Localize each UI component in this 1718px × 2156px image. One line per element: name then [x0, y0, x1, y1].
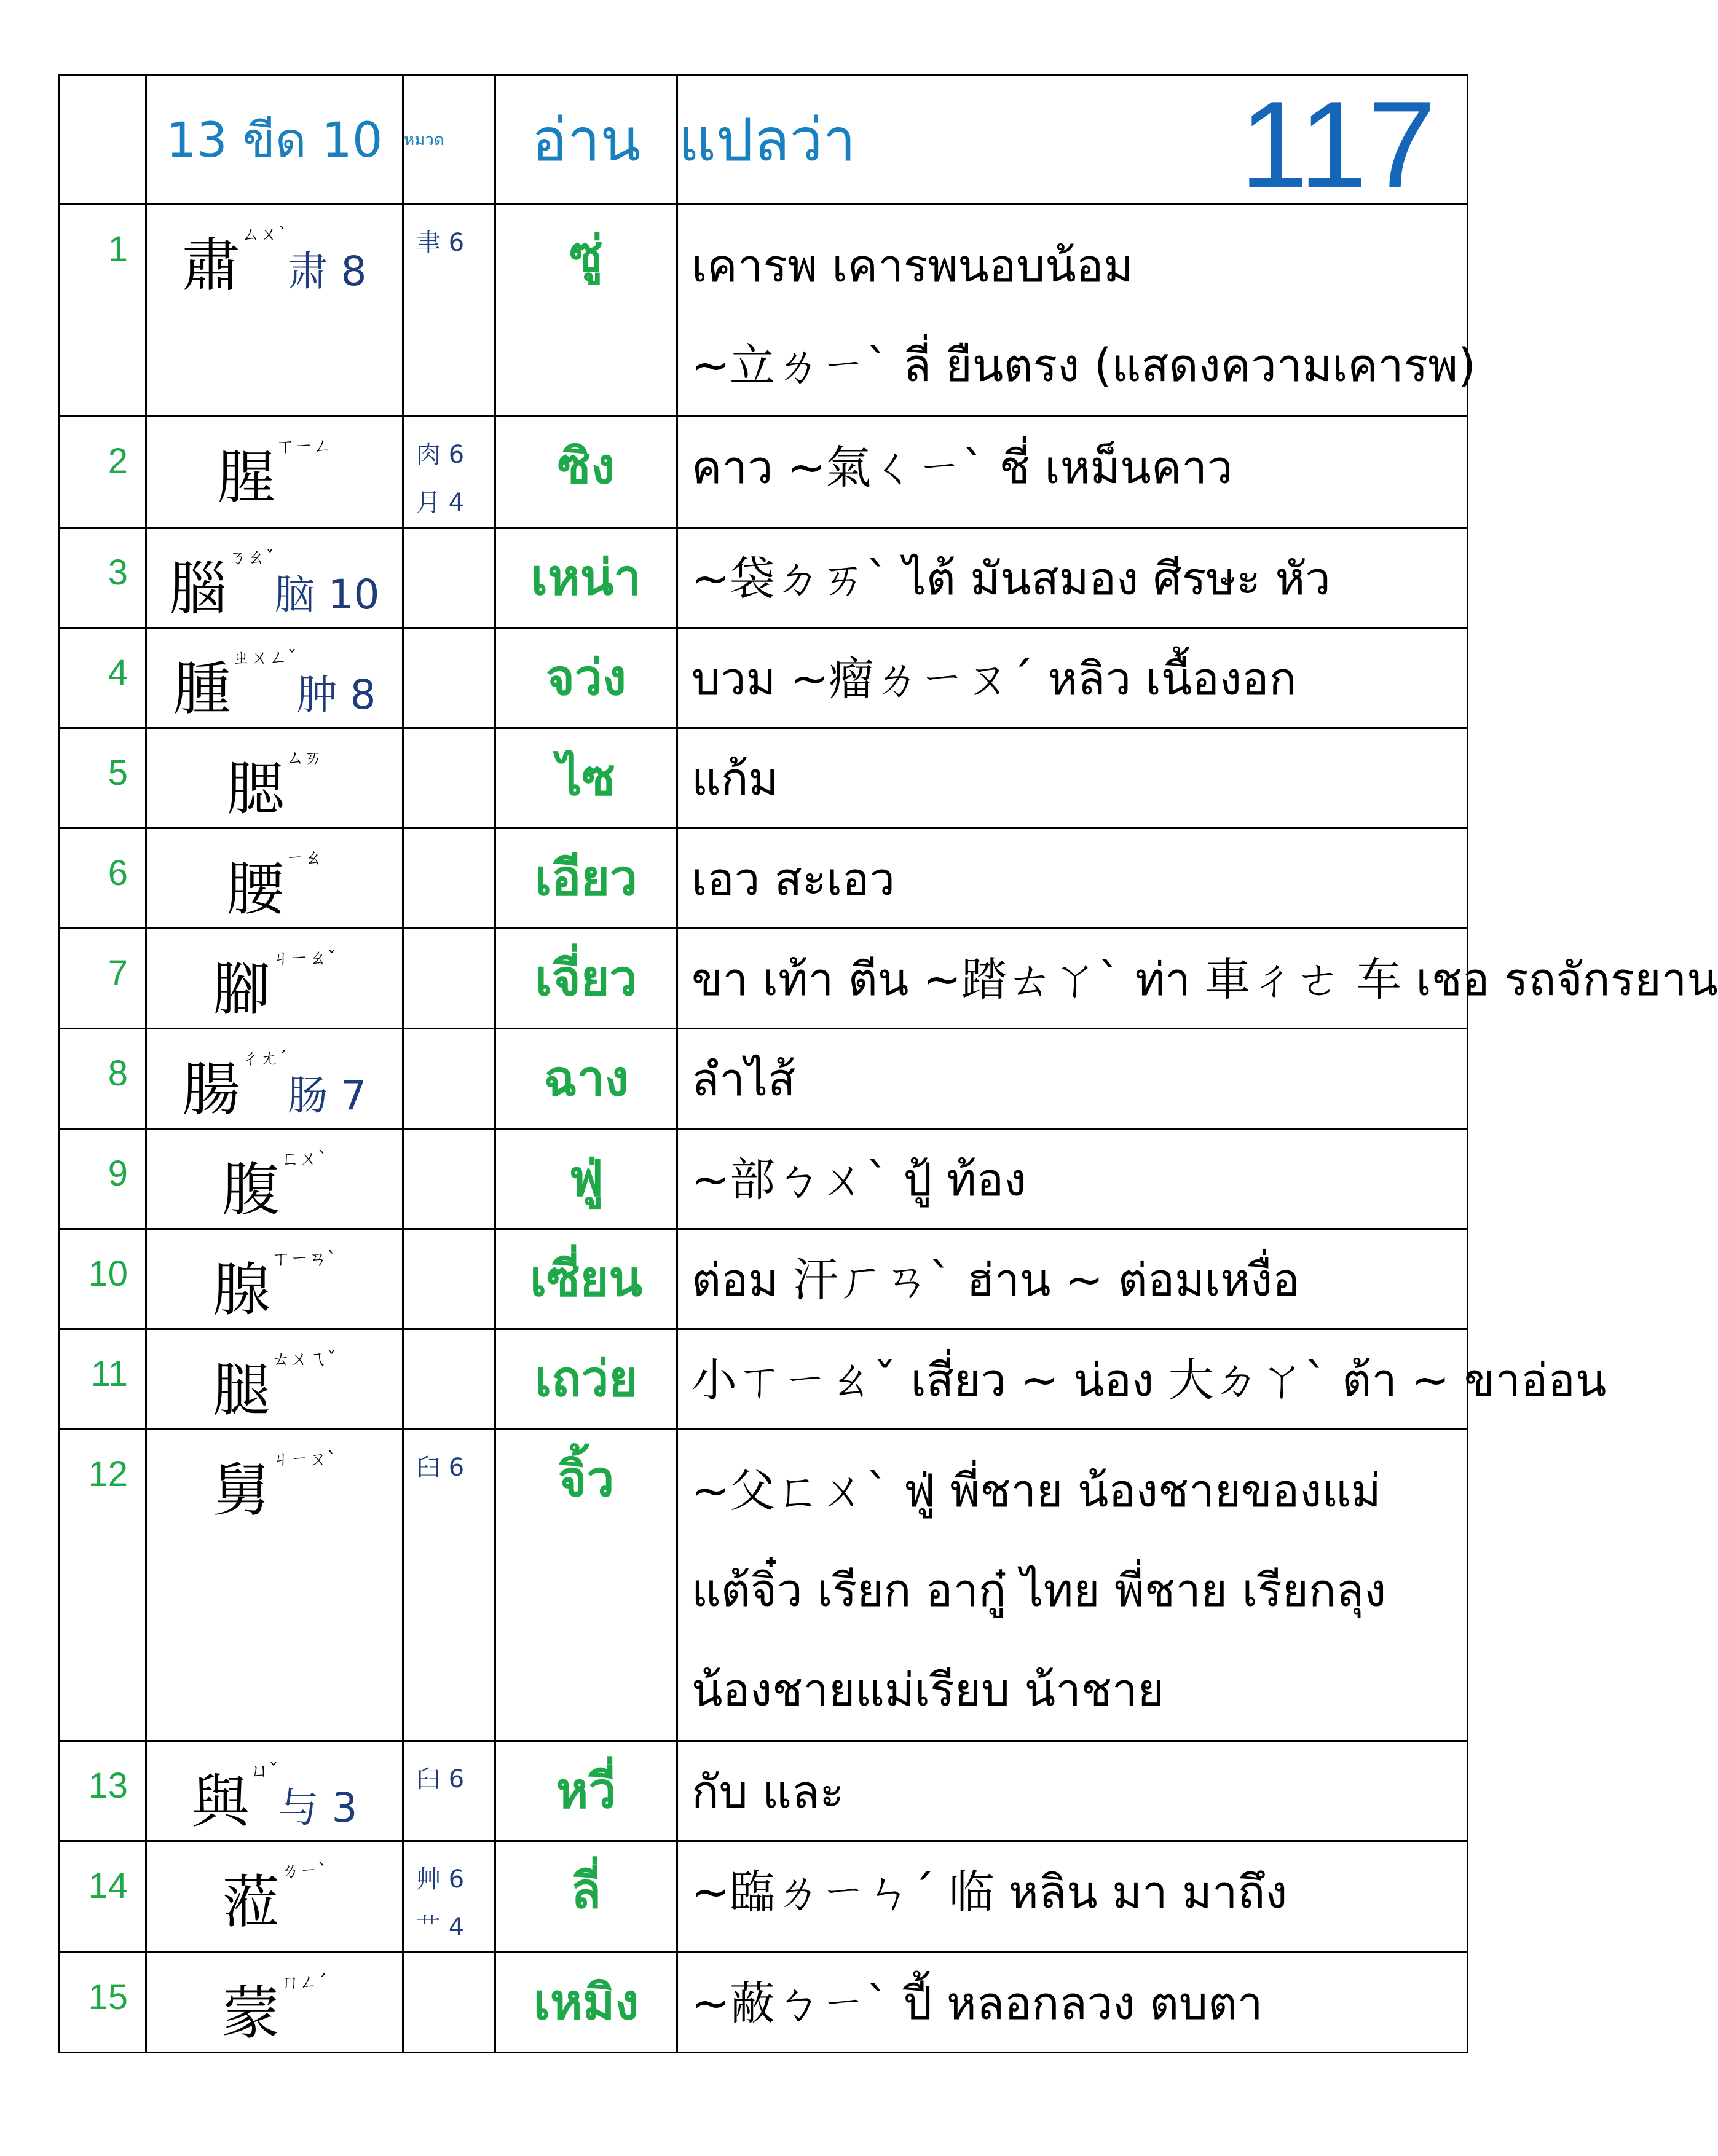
meaning-line: ~臨ㄌㄧㄣˊ 临 หลิน มา มาถึง: [692, 1866, 1288, 1919]
zhuyin-annotation: ㄐㄧㄡˋ: [272, 1449, 336, 1470]
row-number: 7: [60, 929, 146, 1029]
meaning-cell: [677, 1741, 1468, 1841]
traditional-character: 腮: [226, 756, 285, 823]
meaning-line: ~袋ㄉㄞˋ ไต้ มันสมอง ศีรษะ หัว: [692, 553, 1331, 605]
row-number: 8: [60, 1029, 146, 1129]
reading-cell: เหมิง: [495, 1953, 677, 2053]
row-number: 9: [60, 1129, 146, 1229]
zhuyin-annotation: ㄐㄧㄠˇ: [272, 948, 336, 969]
reading-cell: หวี่: [495, 1741, 677, 1841]
meaning-cell: [677, 1129, 1468, 1229]
vocabulary-table: [58, 74, 1718, 2053]
meaning-cell: [677, 528, 1468, 628]
meaning-line: แก้ม: [692, 753, 779, 806]
reading-cell: เถว่ย: [495, 1329, 677, 1430]
traditional-character: 蒞: [221, 1869, 280, 1936]
row-number: 13: [60, 1741, 146, 1841]
table-row: [60, 417, 1468, 528]
row-number: 12: [60, 1430, 146, 1741]
table-row: [60, 628, 1468, 728]
simplified-character: 肿 8: [296, 671, 376, 718]
reading-header: อ่าน: [495, 76, 677, 205]
table-row: [60, 728, 1468, 828]
traditional-character: 舅: [212, 1457, 270, 1524]
meaning-cell: [677, 728, 1468, 828]
reading-cell: เจี่ยว: [495, 929, 677, 1029]
meaning-cell: [677, 828, 1468, 929]
meaning-cell: [677, 1329, 1607, 1430]
meaning-line: กับ และ: [692, 1766, 845, 1819]
row-number: 11: [60, 1329, 146, 1430]
zhuyin-annotation: ㄇㄥˊ: [281, 1972, 327, 1993]
radical-cell: [403, 528, 495, 628]
radical-cell: [403, 628, 495, 728]
stroke-count-header: 13 ขีด 10: [146, 76, 403, 205]
character-cell: [146, 1430, 403, 1741]
meaning-line: เคารพ เคารพนอบน้อม: [692, 240, 1134, 293]
table-row: [60, 1741, 1468, 1841]
header-blank-cell: [60, 76, 146, 205]
radical-cell: [403, 1841, 495, 1953]
reading-cell: ไซ: [495, 728, 677, 828]
simplified-character: 脑 10: [274, 571, 380, 618]
meaning-cell: [677, 1841, 1468, 1953]
traditional-character: 腦: [169, 556, 227, 623]
row-number: 1: [60, 205, 146, 417]
character-cell: [146, 628, 403, 728]
reading-cell: ซู่: [495, 205, 677, 417]
radical-cell: [403, 1129, 495, 1229]
traditional-character: 與: [191, 1769, 250, 1836]
reading-cell: ลี่: [495, 1841, 677, 1953]
zhuyin-annotation: ㄊㄨㄟˇ: [272, 1348, 336, 1370]
zhuyin-annotation: ㄧㄠ: [285, 848, 323, 869]
character-cell: [146, 1329, 403, 1430]
meaning-cell: [677, 1229, 1468, 1329]
table-row: [60, 1329, 1468, 1430]
row-number: 10: [60, 1229, 146, 1329]
row-number: 15: [60, 1953, 146, 2053]
page-number: 117: [1240, 76, 1436, 213]
zhuyin-annotation: ㄙㄨˋ: [241, 224, 288, 245]
table-row: [60, 1430, 1468, 1741]
radical-cell: [403, 1029, 495, 1129]
meaning-line: บวม ~瘤ㄌㄧㄡˊ หลิว เนื้องอก: [692, 653, 1297, 706]
traditional-character: 腫: [173, 656, 231, 723]
character-cell: [146, 1129, 403, 1229]
meaning-line: ~立ㄌㄧˋ ลี่ ยืนตรง (แสดงความเคารพ): [692, 339, 1476, 392]
radical-cell: [403, 417, 495, 528]
meaning-line: ~父ㄈㄨˋ ฟู่ พี่ชาย น้องชายของแม่: [692, 1465, 1381, 1517]
table-row: [60, 828, 1468, 929]
header-row: [60, 76, 1468, 205]
meaning-line: 小ㄒㄧㄠˇ เสี่ยว ~ น่อง 大ㄉㄚˋ ต้า ~ ขาอ่อน: [692, 1354, 1607, 1407]
radical-entry: 臼 6: [416, 1454, 465, 1482]
radical-cell: [403, 929, 495, 1029]
meaning-cell: [677, 205, 1476, 417]
meaning-line: ลำไส้: [692, 1053, 796, 1106]
row-number: 14: [60, 1841, 146, 1953]
simplified-character: 肠 7: [287, 1072, 367, 1119]
meaning-line: ~蔽ㄅㄧˋ ปี้ หลอกลวง ตบตา: [692, 1977, 1263, 2030]
meaning-line: ต่อม 汗ㄏㄢˋ ฮ่าน ~ ต่อมเหงื่อ: [692, 1254, 1300, 1307]
reading-cell: เซี่ยน: [495, 1229, 677, 1329]
simplified-character: 肃 8: [287, 248, 367, 295]
meaning-cell: [677, 929, 1718, 1029]
radical-entry: 艹 4: [416, 1913, 465, 1942]
zhuyin-annotation: ㄒㄧㄢˋ: [272, 1248, 336, 1270]
table-row: [60, 528, 1468, 628]
meaning-line: ขา เท้า ตีน ~踏ㄊㄚˋ ท่า 車ㄔㄜ 车 เชอ รถจักรยาน: [692, 953, 1718, 1006]
zhuyin-annotation: ㄈㄨˋ: [281, 1148, 327, 1170]
radical-entry: 聿 6: [416, 229, 465, 257]
row-number: 5: [60, 728, 146, 828]
traditional-character: 腳: [212, 956, 270, 1023]
radical-cell: [403, 205, 495, 417]
reading-cell: ฟู่: [495, 1129, 677, 1229]
reading-cell: จว่ง: [495, 628, 677, 728]
radical-entry: 艸 6: [416, 1865, 465, 1894]
meaning-header-cell: [677, 76, 1468, 213]
table-row: [60, 1229, 1468, 1329]
zhuyin-annotation: ㄙㄞ: [285, 747, 323, 769]
meaning-line: เอว สะเอว: [692, 853, 896, 906]
character-cell: [146, 1741, 403, 1841]
meaning-cell: [677, 628, 1468, 728]
meaning-cell: [677, 417, 1468, 528]
character-cell: [146, 728, 403, 828]
character-cell: [146, 828, 403, 929]
row-number: 4: [60, 628, 146, 728]
character-cell: [146, 1029, 403, 1129]
meaning-line: ~部ㄅㄨˋ ปู้ ท้อง: [692, 1154, 1026, 1206]
reading-cell: เหน่า: [495, 528, 677, 628]
meaning-cell: [677, 1953, 1468, 2053]
meaning-line: แต้จิ๋ว เรียก อากู๋ ไทย พี่ชาย เรียกลุง: [692, 1564, 1387, 1617]
radical-entry: 臼 6: [416, 1765, 465, 1793]
radical-cell: [403, 1741, 495, 1841]
character-cell: [146, 1953, 403, 2053]
traditional-character: 蒙: [221, 1980, 280, 2047]
character-cell: [146, 1229, 403, 1329]
row-number: 2: [60, 417, 146, 528]
reading-cell: เอียว: [495, 828, 677, 929]
character-cell: [146, 1841, 403, 1953]
traditional-character: 腰: [226, 856, 285, 923]
character-cell: [146, 417, 403, 528]
traditional-character: 腥: [217, 444, 275, 511]
zhuyin-annotation: ㄌㄧˋ: [281, 1860, 327, 1882]
table-row: [60, 1129, 1468, 1229]
simplified-character: 与 3: [278, 1784, 358, 1831]
radical-header: หมวด: [403, 76, 495, 205]
traditional-character: 腿: [212, 1357, 270, 1424]
radical-cell: [403, 1229, 495, 1329]
table-row: [60, 1029, 1468, 1129]
meaning-line: น้องชายแม่เรียบ น้าชาย: [692, 1664, 1164, 1717]
reading-cell: ซิง: [495, 417, 677, 528]
zhuyin-annotation: ㄩˇ: [250, 1760, 278, 1782]
table-body: [60, 205, 1718, 2053]
zhuyin-annotation: ㄒㄧㄥ: [276, 436, 332, 457]
meaning-line: คาว ~氣ㄑㄧˋ ชี่ เหม็นคาว: [692, 441, 1233, 494]
meaning-cell: [677, 1430, 1468, 1741]
meaning-cell: [677, 1029, 1468, 1129]
reading-cell: จิ้ว: [495, 1430, 677, 1741]
radical-cell: [403, 1329, 495, 1430]
radical-cell: [403, 828, 495, 929]
table-row: [60, 929, 1468, 1029]
zhuyin-annotation: ㄓㄨㄥˇ: [232, 647, 297, 669]
traditional-character: 腺: [212, 1257, 270, 1324]
zhuyin-annotation: ㄔㄤˊ: [241, 1048, 288, 1069]
radical-cell: [403, 1953, 495, 2053]
radical-cell: [403, 728, 495, 828]
radical-cell: [403, 1430, 495, 1741]
radical-entry: 月 4: [416, 489, 465, 517]
character-cell: [146, 205, 403, 417]
reading-cell: ฉาง: [495, 1029, 677, 1129]
radical-entry: 肉 6: [416, 441, 465, 469]
character-cell: [146, 929, 403, 1029]
character-cell: [146, 528, 403, 628]
meaning-header: แปลว่า: [678, 105, 856, 175]
zhuyin-annotation: ㄋㄠˇ: [228, 547, 275, 569]
row-number: 6: [60, 828, 146, 929]
table-row: [60, 1841, 1468, 1953]
table-row: [60, 1953, 1468, 2053]
row-number: 3: [60, 528, 146, 628]
traditional-character: 腸: [182, 1056, 240, 1123]
traditional-character: 肅: [182, 232, 240, 299]
table-row: [60, 205, 1468, 417]
traditional-character: 腹: [221, 1157, 280, 1224]
